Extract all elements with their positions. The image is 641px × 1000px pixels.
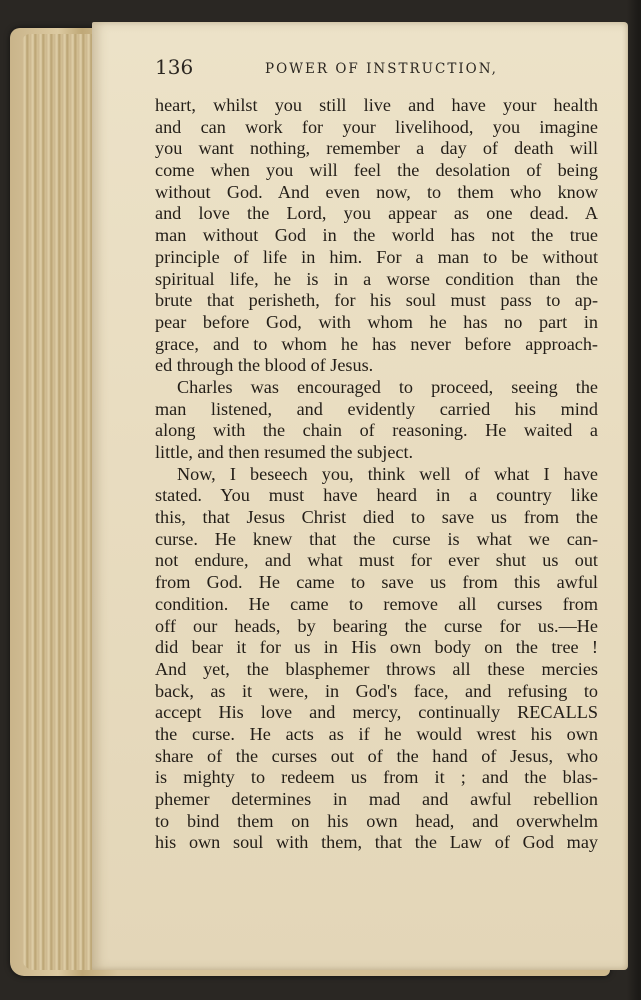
text-line: and can work for your livelihood, you imagine	[155, 116, 598, 137]
text-line: accept His love and mercy, continually RECALLS	[155, 702, 598, 723]
text-line: ed through the blood of Jesus.	[155, 355, 374, 376]
text-line: is mighty to redeem us from it ; and the blas-	[155, 767, 598, 788]
text-line: curse. He knew that the curse is what we can-	[155, 528, 598, 549]
text-line: phemer determines in mad and awful rebellion	[155, 789, 598, 809]
text-line: from God. He came to save us from this awful	[155, 572, 598, 593]
text-line: you want nothing, remember a day of death will	[155, 138, 598, 159]
text-line: his own soul with them, that the Law of God may	[155, 832, 598, 853]
text-line: share of the curses out of the hand of Jesus, who	[155, 745, 598, 766]
text-line: the curse. He acts as if he would wrest his own	[155, 723, 598, 744]
text-line: spiritual life, he is in a worse condition than the	[155, 268, 598, 289]
text-line: and love the Lord, you appear as one dead. A	[155, 203, 598, 224]
text-line: off our heads, by bearing the curse for us.—He	[155, 615, 598, 636]
text-line: principle of life in him. For a man to be without	[155, 246, 598, 267]
text-line: man listened, and evidently carried his mind	[155, 398, 598, 419]
text-line: brute that perisheth, for his soul must pass to ap-	[155, 290, 598, 311]
text-line: to bind them on his own head, and overwhelm	[155, 810, 598, 831]
text-line: stated. You must have heard in a country like	[155, 485, 598, 506]
spine-shadow	[627, 0, 641, 1000]
text-line: come when you will feel the desolation of being	[155, 160, 598, 181]
text-line: back, as it were, in God's face, and refusing to	[155, 680, 598, 701]
text-line: not endure, and what must for ever shut us out	[155, 550, 598, 571]
page-header	[155, 55, 585, 85]
text-line: this, that Jesus Christ died to save us from the	[155, 507, 598, 528]
text-line: little, and then resumed the subject.	[155, 442, 414, 462]
text-line: And yet, the blasphemer throws all these mercies	[155, 658, 598, 679]
body-text	[155, 95, 598, 854]
page-stack-edges	[22, 34, 102, 970]
page-number: 136	[155, 55, 194, 79]
text-line: Now, I beseech you, think well of what I have	[177, 463, 598, 484]
running-title: POWER OF INSTRUCTION,	[265, 61, 498, 77]
text-line: did bear it for us in His own body on the tree !	[155, 637, 598, 658]
text-line: condition. He came to remove all curses from	[155, 593, 598, 614]
text-line: grace, and to whom he has never before approach-	[155, 333, 598, 354]
text-line: Charles was encouraged to proceed, seeing the	[177, 376, 598, 397]
text-line: pear before God, with whom he has no part in	[155, 311, 598, 332]
text-line: heart, whilst you still live and have your health	[155, 95, 598, 115]
text-line: along with the chain of reasoning. He waited a	[155, 420, 598, 441]
text-line: without God. And even now, to them who know	[155, 181, 598, 202]
text-line: man without God in the world has not the true	[155, 225, 598, 246]
